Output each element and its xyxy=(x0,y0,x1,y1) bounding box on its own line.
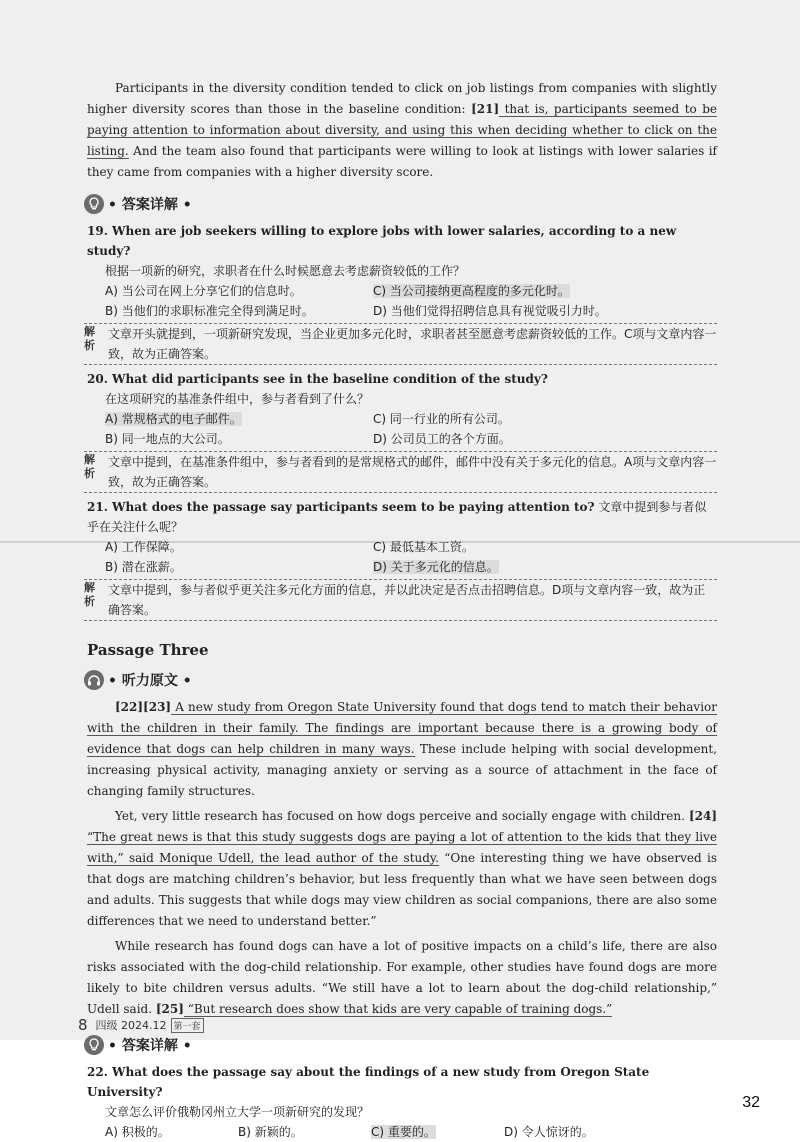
option-b: B) 同一地点的大公司。 xyxy=(105,432,230,446)
passage-paragraph-1 xyxy=(87,697,717,802)
answer-header-label: • 答案详解 • xyxy=(108,197,192,213)
underlined-text: A new study from Oregon State University found that dogs tend to match their behavior with the children in their family. The findings are important because there is a growing body of evidence that dogs can help children in many ways. xyxy=(87,700,717,756)
question-22 xyxy=(87,1062,717,1142)
option-d: D) 关于多元化的信息。 xyxy=(373,560,499,574)
option-a: A) 积极的。 xyxy=(105,1125,170,1139)
question-translation: 根据一项新的研究，求职者在什么时候愿意去考虑薪资较低的工作？ xyxy=(105,264,466,278)
analysis-tag: 解析 xyxy=(84,325,95,352)
question-title: 19. When are job seekers willing to explore jobs with lower salaries, according to a new study? xyxy=(87,224,677,258)
answer-header-label: • 答案详解 • xyxy=(108,1038,192,1054)
analysis-tag: 解析 xyxy=(84,581,95,608)
listening-header xyxy=(84,669,717,691)
paragraph-text: While research has found dogs can have a lot of positive impacts on a child’s life, there are also risks associated with the dog-child relationship. For example, other studies have found dogs are more likely to bite children versus adults. “We still have a lot to learn about the dog-child relationship,” Udell said. xyxy=(87,939,717,1016)
analysis-text: 文章中提到，在基准条件组中，参与者看到的是常规格式的邮件，邮件中没有关于多元化的信息。A项与文章内容一致，故为正确答案。 xyxy=(108,455,717,489)
paragraph-text: “One interesting thing we have observed is that dogs are matching children’s behavior, but less frequently than what we have seen between dogs and adults. This suggests that while dogs may view children as social companions, there are also some differences that we need to understand better.” xyxy=(87,851,717,928)
question-translation: 在这项研究的基准条件组中，参与者看到了什么？ xyxy=(105,392,370,406)
option-a: A) 工作保障。 xyxy=(105,540,182,554)
option-b: B) 新颖的。 xyxy=(238,1125,303,1139)
passage-paragraph-3 xyxy=(87,936,717,1020)
option-d: D) 令人惊讶的。 xyxy=(504,1125,594,1139)
options xyxy=(87,537,717,577)
intro-paragraph xyxy=(87,78,717,183)
question-21 xyxy=(84,497,717,621)
option-a: A) 常规格式的电子邮件。 xyxy=(105,412,242,426)
listening-header-label: • 听力原文 • xyxy=(108,673,192,689)
intro-text-2: And the team also found that participants were willing to look at listings with lower salaries if they came from companies with a higher diversity score. xyxy=(87,144,717,179)
question-title: 20. What did participants see in the baseline condition of the study? xyxy=(87,372,548,386)
intro-underlined: that is, participants seemed to be paying attention to information about diversity, and using this when deciding whether to click on the listing. xyxy=(87,102,717,158)
footer-page-number: 8 xyxy=(78,1016,88,1034)
question-translation: 文章怎么评价俄勒冈州立大学一项新研究的发现？ xyxy=(105,1105,370,1119)
options xyxy=(87,409,717,449)
page-number: 32 xyxy=(742,1094,760,1111)
passage-title: Passage Three xyxy=(87,641,209,659)
question-marker: [24] xyxy=(688,809,717,823)
lightbulb-icon xyxy=(84,1035,104,1055)
options xyxy=(87,1122,717,1142)
option-c: C) 当公司接纳更高程度的多元化时。 xyxy=(373,284,570,298)
analysis-box xyxy=(84,323,717,365)
paragraph-text: Yet, very little research has focused on how dogs perceive and socially engage with children. xyxy=(115,809,689,823)
question-marker: [25] xyxy=(155,1002,184,1016)
option-d: D) 公司员工的各个方面。 xyxy=(373,432,511,446)
option-c: C) 重要的。 xyxy=(371,1125,436,1139)
page-content xyxy=(84,78,717,1142)
footer-box-label: 第一套 xyxy=(171,1018,204,1033)
question-20 xyxy=(84,369,717,493)
option-b: B) 潜在涨薪。 xyxy=(105,560,182,574)
analysis-text: 文章开头就提到，一项新研究发现，当企业更加多元化时，求职者甚至愿意考虑薪资较低的工作。C项与文章内容一致，故为正确答案。 xyxy=(108,327,717,361)
headphones-icon xyxy=(84,670,104,690)
option-c: C) 同一行业的所有公司。 xyxy=(373,412,510,426)
analysis-tag: 解析 xyxy=(84,453,95,480)
passage-paragraph-2 xyxy=(87,806,717,932)
lightbulb-icon xyxy=(84,194,104,214)
answer-header xyxy=(84,1034,717,1056)
option-c: C) 最低基本工资。 xyxy=(373,540,474,554)
option-d: D) 当他们觉得招聘信息具有视觉吸引力时。 xyxy=(373,304,607,318)
question-marker: [21] xyxy=(471,102,500,116)
underlined-text: “The great news is that this study suggests dogs are paying a lot of attention to the kids that they live with,” said Monique Udell, the lead author of the study. xyxy=(87,830,717,865)
answer-header xyxy=(84,193,717,215)
question-title: 22. What does the passage say about the findings of a new study from Oregon State University? xyxy=(87,1065,650,1099)
analysis-text: 文章中提到，参与者似乎更关注多元化方面的信息，并以此决定是否点击招聘信息。D项与文章内容一致，故为正确答案。 xyxy=(108,583,706,617)
intro-text-1: Participants in the diversity condition tended to click on job listings from companies with slightly higher diversity scores than those in the baseline condition: xyxy=(87,81,717,116)
options xyxy=(87,281,717,321)
underlined-text: “But research does show that kids are very capable of training dogs.” xyxy=(183,1002,613,1016)
paragraph-text: These include helping with social development, increasing physical activity, managing anxiety or serving as a source of attachment in the face of changing family structures. xyxy=(87,742,717,798)
question-19 xyxy=(84,221,717,365)
footer-label: 四级 2024.12 xyxy=(95,1019,167,1032)
question-marker: [22][23] xyxy=(115,700,172,714)
analysis-box xyxy=(84,451,717,493)
question-title: 21. What does the passage say participants seem to be paying attention to? 文章中提到参与者似乎在关注什么呢？ xyxy=(87,500,707,534)
page-footer xyxy=(78,1016,204,1034)
option-a: A) 当公司在网上分享它们的信息时。 xyxy=(105,284,302,298)
analysis-box xyxy=(84,579,717,621)
option-b: B) 当他们的求职标准完全得到满足时。 xyxy=(105,304,314,318)
